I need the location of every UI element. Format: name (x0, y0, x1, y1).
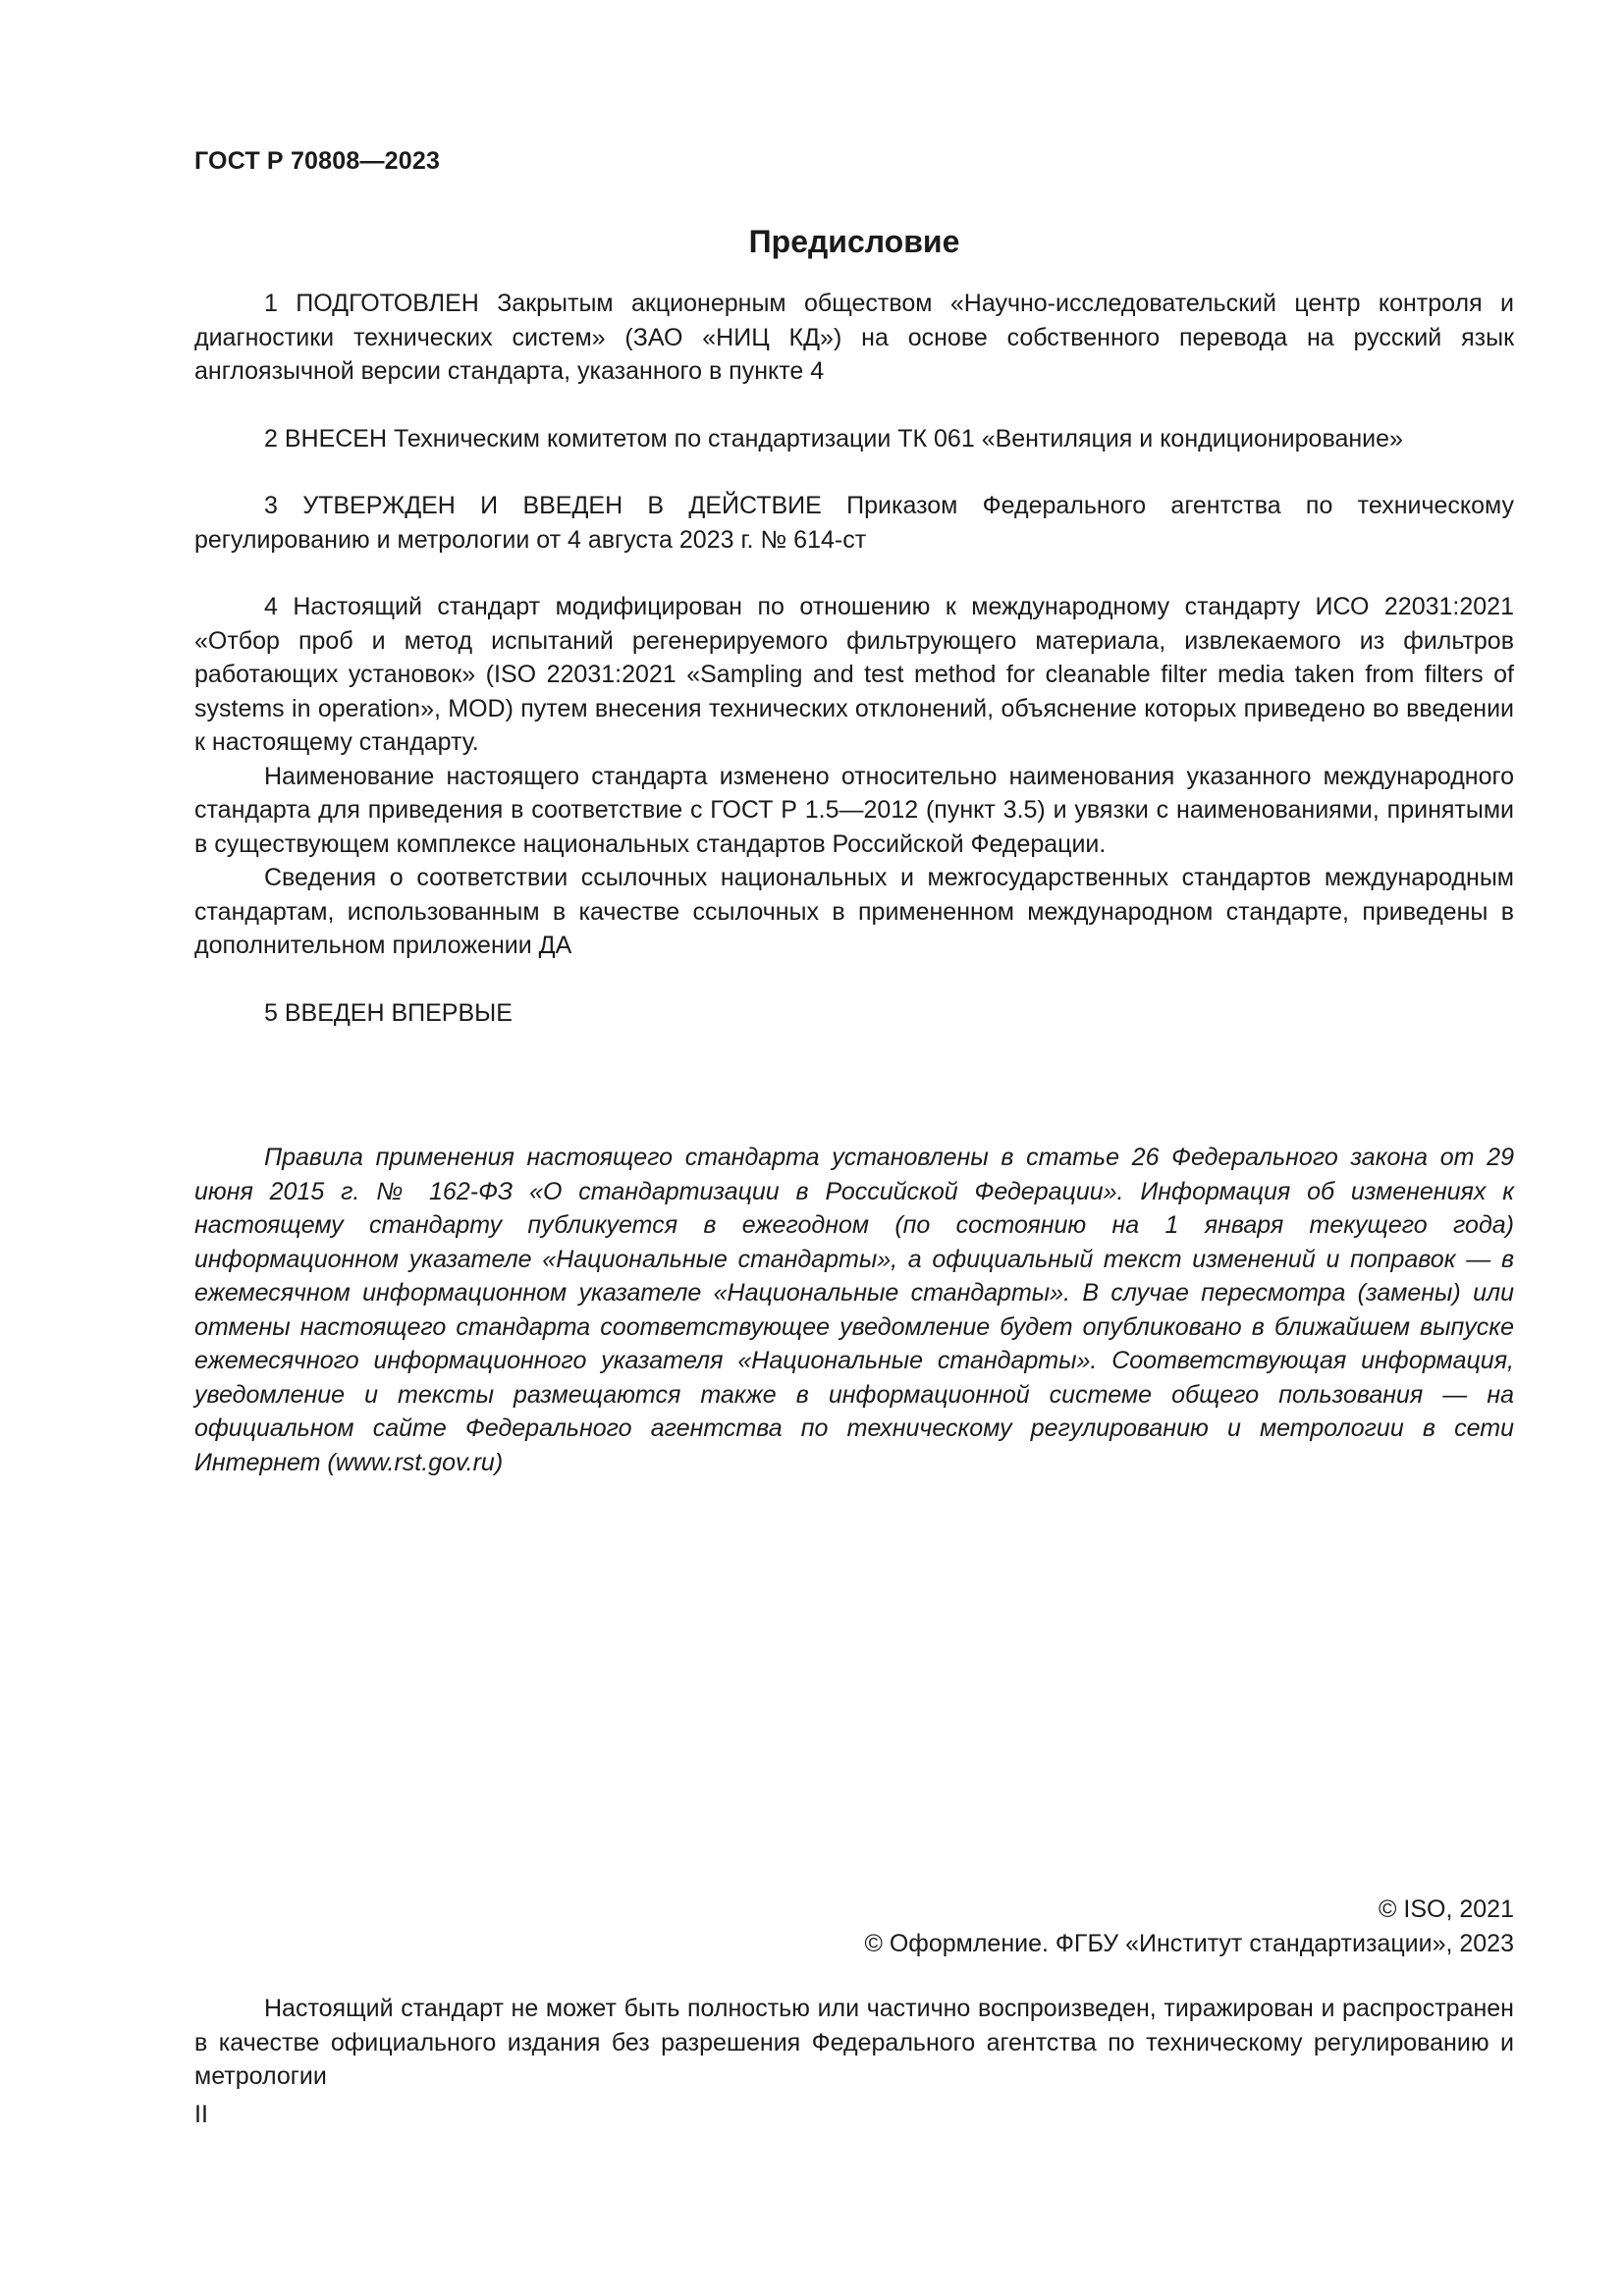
foreword-block-1 (194, 287, 1514, 1030)
paragraph-submitted: 2 ВНЕСЕН Техническим комитетом по стандартизации ТК 061 «Вентиляция и кондиционирование» (264, 424, 1403, 453)
paragraph-references: Сведения о соответствии ссылочных национальных и межгосударственных стандартов международным стандартам, использованным в качестве ссылочных в примененном международном стандарте, приведены в дополнительном приложении ДА (194, 864, 1514, 959)
copyright-design: © Оформление. ФГБУ «Институт стандартизации», 2023 (864, 1929, 1514, 1957)
paragraph-first-introduced: 5 ВВЕДЕН ВПЕРВЫЕ (264, 998, 513, 1027)
paragraph-name-changed: Наименование настоящего стандарта изменено относительно наименования указанного международного стандарта для приведения в соответствие с ГОСТ Р 1.5—2012 (пункт 3.5) и увязки с наименованиями, принятыми в существующем комплексе национальных стандартов Российской Федерации. (194, 762, 1514, 858)
paragraph-modified: 4 Настоящий стандарт модифицирован по отношению к международному стандарту ИСО 22031:2021 «Отбор проб и метод испытаний регенерируемого фильтрующего материала, извлекаемого из фильтров работающих установок» (ISO 22031:2021 «Sampling and test method for cleanable filter media taken from filters of systems in operation», MOD) путем внесения технических отклонений, объяснение которых приведено во введении к настоящему стандарту. (194, 593, 1514, 756)
paragraph-approved: 3 УТВЕРЖДЕН И ВВЕДЕН В ДЕЙСТВИЕ Приказом Федерального агентства по техническому регулированию и метрологии от 4 августа 2023 г. № 614-ст (194, 492, 1514, 554)
copyright-block (194, 1893, 1514, 1960)
standard-code: ГОСТ Р 70808—2023 (194, 147, 441, 175)
rules-notice-text: Правила применения настоящего стандарта установлены в статье 26 Федерального закона от 29 июня 2015 г. № 162-ФЗ «О стандартизации в Российской Федерации». Информация об изменениях к настоящему стандарту публикуется в ежегодном (по состоянию на 1 января текущего года) информационном указателе «Национальные стандарты», а официальный текст изменений и поправок — в ежемесячном информационном указателе «Национальные стандарты». В случае пересмотра (замены) или отмены настоящего стандарта соответствующее уведомление будет опубликовано в ближайшем выпуске ежемесячного информационного указателя «Национальные стандарты». Соответствующая информация, уведомление и тексты размещаются также в информационной системе общего пользования — на официальном сайте Федерального агентства по техническому регулированию и метрологии в сети Интернет (www.rst.gov.ru) (194, 1144, 1514, 1476)
rules-notice-block (194, 1141, 1514, 1479)
reproduction-notice-block (194, 1992, 1514, 2094)
reproduction-notice-text: Настоящий стандарт не может быть полностью или частично воспроизведен, тиражирован и распространен в качестве официального издания без разрешения Федерального агентства по техническому регулированию и метрологии (194, 1995, 1514, 2090)
document-page (194, 0, 1514, 2296)
paragraph-prepared: 1 ПОДГОТОВЛЕН Закрытым акционерным обществом «Научно-исследовательский центр контроля и диагностики технических систем» (ЗАО «НИЦ КД») на основе собственного перевода на русский язык англоязычной версии стандарта, указанного в пункте 4 (194, 290, 1514, 385)
copyright-iso: © ISO, 2021 (1379, 1896, 1514, 1923)
page-number: II (194, 2101, 208, 2128)
page-title: Предисловие (748, 224, 960, 259)
